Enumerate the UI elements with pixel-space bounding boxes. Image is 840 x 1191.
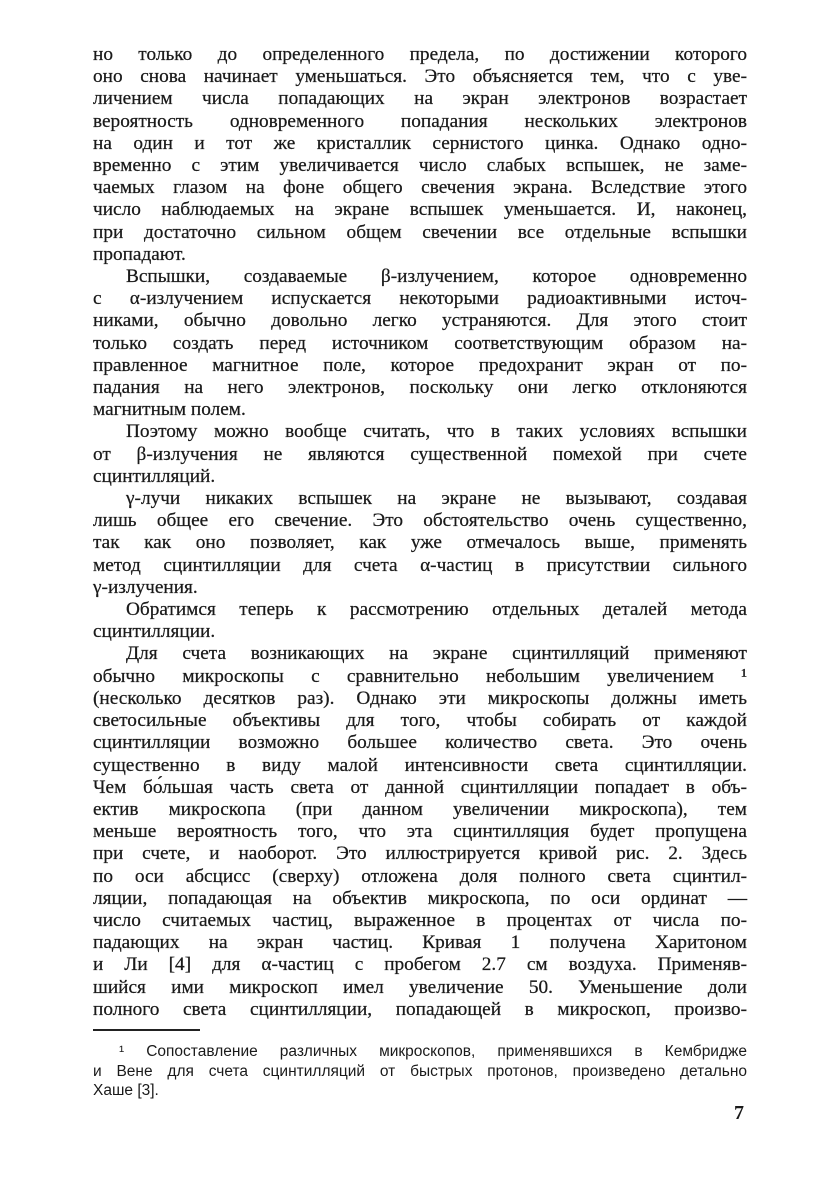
footnote-line: и Вене для счета сцинтилляций от быстрых протонов, произведено детально <box>93 1062 747 1080</box>
text-line: с α-излучением испускается некоторыми радиоактивными источ- <box>93 288 747 310</box>
page-number: 7 <box>734 1102 744 1124</box>
text-line: так как оно позволяет, как уже отмечалось выше, применять <box>93 532 747 554</box>
text-line: существенно в виду малой интенсивности света сцинтилляции. <box>93 754 747 776</box>
text-line: (несколько десятков раз). Однако эти микроскопы должны иметь <box>93 687 747 709</box>
text-line: но только до определенного предела, по достижении которого <box>93 44 747 65</box>
text-line: пропадают. <box>93 243 186 265</box>
paragraph-2 <box>93 266 747 421</box>
text-line: лишь общее его свечение. Это обстоятельство очень существенно, <box>93 510 747 532</box>
text-line: сцинтилляции. <box>93 621 216 643</box>
footnote-line: Хаше [3]. <box>93 1082 159 1100</box>
text-line: временно с этим увеличивается число слабых вспышек, не заме- <box>93 155 747 177</box>
text-line: метод сцинтилляции для счета α-частиц в присутствии сильного <box>93 554 747 576</box>
footnote-line: ¹ Сопоставление различных микроскопов, применявшихся в Кембридже <box>119 1043 747 1060</box>
text-line: только создать перед источником соответствующим образом на- <box>93 332 747 354</box>
text-line: правленное магнитное поле, которое предохранит экран от по- <box>93 354 747 376</box>
text-line: при достаточно сильном общем свечении все отдельные вспышки <box>93 221 747 243</box>
text-line: Поэтому можно вообще считать, что в таких условиях вспышки <box>126 421 747 443</box>
text-line: полного света сцинтилляции, попадающей в микроскоп, произво- <box>93 998 747 1020</box>
text-line: личением числа попадающих на экран электронов возрастает <box>93 88 747 110</box>
page-body <box>93 44 747 1021</box>
text-line: меньше вероятность того, что эта сцинтилляция будет пропущена <box>93 821 747 843</box>
text-line: сцинтилляций. <box>93 465 216 487</box>
text-line: ляции, попадающая на объектив микроскопа, по оси ординат — <box>93 887 747 909</box>
text-line: обычно микроскопы с сравнительно небольшим увеличением ¹ <box>93 665 747 687</box>
paragraph-6 <box>93 643 747 1020</box>
text-line: магнитным полем. <box>93 399 246 421</box>
text-line: светосильные объективы для того, чтобы собирать от каждой <box>93 710 747 732</box>
text-line: шийся ими микроскоп имел увеличение 50. Уменьшение доли <box>93 976 747 998</box>
text-line: Вспышки, создаваемые β-излучением, которое одновременно <box>126 266 747 288</box>
text-line: и Ли [4] для α-частиц с пробегом 2.7 см воздуха. Применяв- <box>93 954 747 976</box>
text-line: ектив микроскопа (при данном увеличении микроскопа), тем <box>93 798 747 820</box>
text-line: чаемых глазом на фоне общего свечения экрана. Вследствие этого <box>93 177 747 199</box>
text-line: γ-лучи никаких вспышек на экране не вызывают, создавая <box>126 488 747 510</box>
paragraph-5 <box>93 599 747 643</box>
text-line: сцинтилляции возможно большее количество света. Это очень <box>93 732 747 754</box>
text-line: при счете, и наоборот. Это иллюстрируется кривой рис. 2. Здесь <box>93 843 747 865</box>
text-line: на один и тот же кристаллик сернистого цинка. Однако одно- <box>93 132 747 154</box>
text-line: оно снова начинает уменьшаться. Это объясняется тем, что с уве- <box>93 66 747 88</box>
footnote <box>93 1042 747 1101</box>
text-line: падания на него электронов, поскольку они легко отклоняются <box>93 377 747 399</box>
text-line: число считаемых частиц, выраженное в процентах от числа по- <box>93 909 747 931</box>
text-line: Для счета возникающих на экране сцинтилляций применяют <box>126 643 747 665</box>
paragraph-1 <box>93 44 747 266</box>
text-line: падающих на экран частиц. Кривая 1 получена Харитоном <box>93 932 747 954</box>
text-line: Чем бо́льшая часть света от данной сцинтилляции попадает в объ- <box>93 776 747 798</box>
text-line: никами, обычно довольно легко устраняются. Для этого стоит <box>93 310 747 332</box>
paragraph-3 <box>93 421 747 488</box>
text-line: число наблюдаемых на экране вспышек уменьшается. И, наконец, <box>93 199 747 221</box>
text-line: вероятность одновременного попадания нескольких электронов <box>93 110 747 132</box>
footnote-divider <box>93 1029 200 1031</box>
text-line: от β-излучения не являются существенной помехой при счете <box>93 443 747 465</box>
paragraph-4 <box>93 488 747 599</box>
text-line: по оси абсцисс (сверху) отложена доля полного света сцинтил- <box>93 865 747 887</box>
text-line: γ-излучения. <box>93 576 198 598</box>
text-line: Обратимся теперь к рассмотрению отдельных деталей метода <box>126 599 747 621</box>
